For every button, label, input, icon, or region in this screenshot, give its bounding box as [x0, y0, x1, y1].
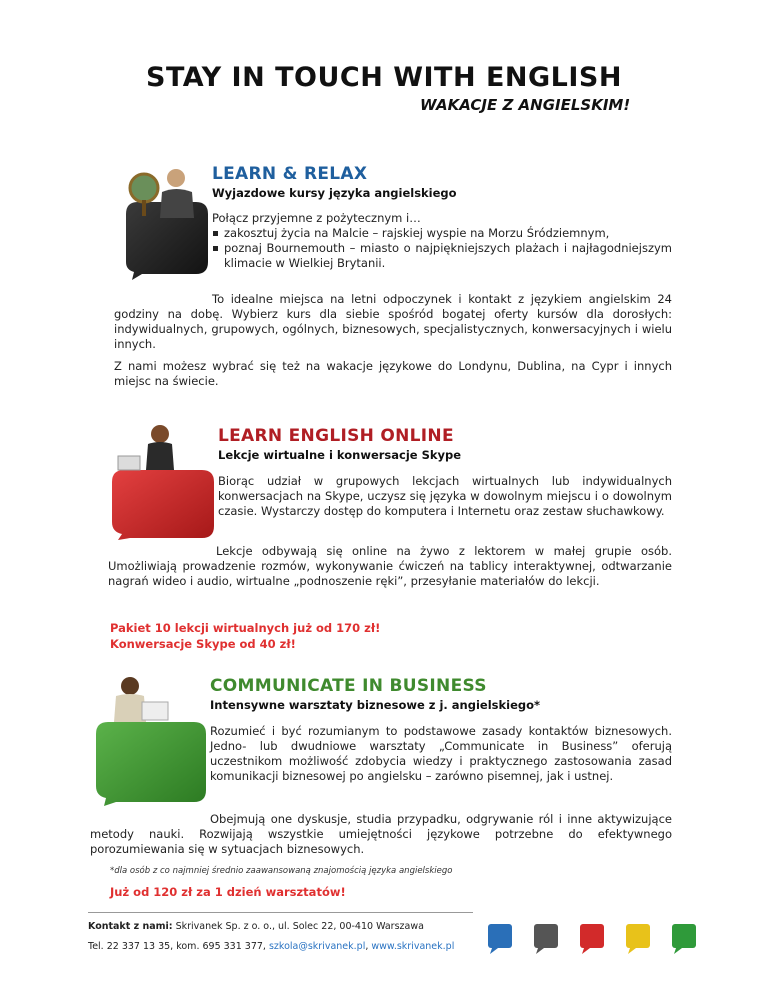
business-promo: Już od 120 zł za 1 dzień warsztatów!: [110, 885, 346, 899]
page-subtitle: WAKACJE Z ANGIELSKIM!: [420, 96, 631, 114]
learn-online-heading: LEARN ENGLISH ONLINE: [218, 426, 454, 446]
green-square: [672, 924, 696, 954]
online-promo-package: Pakiet 10 lekcji wirtualnych już od 170 zł!: [110, 621, 381, 635]
footer-contact: [88, 920, 508, 934]
green-speech-bubble-shape: [96, 722, 206, 806]
learn-online-subheading: Lekcje wirtualne i konwersacje Skype: [218, 448, 462, 462]
list-item: poznaj Bournemouth – miasto o najpiękniejszych plażach i najłagodniejszym klimacie w Wielkiej Brytanii.: [212, 241, 672, 271]
website-link[interactable]: www.skrivanek.pl: [371, 941, 455, 952]
learn-online-paragraph-2: Lekcje odbywają się online na żywo z lektorem w małej grupie osób. Umożliwiają prowadzenie rozmów, wykonywanie ćwiczeń na tablicy interaktywnej, odtwarzanie nagrań wideo i audio, wirtualne „podnoszenie ręki”, przesyłanie materiałów do lekcji.: [108, 544, 672, 588]
blue-square: [488, 924, 512, 954]
business-paragraph-2: Obejmują one dyskusje, studia przypadku, odgrywanie ról i inne aktywizujące metody nauki. Rozwijają wszystkie umiejętności językowe potrzebne do efektywnego porozumiewania się w sytuacjach biznesowych.: [90, 812, 672, 856]
person-head: [121, 677, 139, 695]
learn-relax-paragraph-1: To idealne miejsca na letni odpoczynek i kontakt z językiem angielskim 24 godziny na dobę. Wybierz kurs dla siebie spośród bogatej oferty kursów dla dorosłych: indywidualnych, grupowych, ogólnych, biznesowych, specjalistycznych, konwersacyjnych i wielu innych.: [114, 292, 672, 351]
contact-label: Kontakt z nami:: [88, 921, 173, 932]
learn-relax-bullet-list: [212, 226, 672, 271]
learn-relax-intro: Połącz przyjemne z pożytecznym i…: [212, 211, 421, 225]
skype-promo: Konwersacje Skype od 40 zł!: [110, 637, 296, 651]
learn-relax-illustration: [122, 162, 212, 282]
laptop-icon: [142, 702, 168, 720]
contact-phone: Tel. 22 337 13 35, kom. 695 331 377,: [88, 941, 269, 952]
red-speech-bubble-shape: [112, 470, 214, 540]
list-item: zakosztuj życia na Malcie – rajskiej wyspie na Morzu Śródziemnym,: [212, 226, 672, 241]
yellow-square: [626, 924, 650, 954]
globe-icon: [130, 174, 158, 202]
footer-divider: [88, 912, 473, 913]
color-squares: [488, 924, 698, 960]
laptop-icon: [118, 456, 140, 470]
learn-relax-heading: LEARN & RELAX: [212, 164, 368, 184]
page-title: STAY IN TOUCH WITH ENGLISH: [146, 62, 622, 93]
business-illustration: [92, 672, 210, 808]
gray-square: [534, 924, 558, 954]
email-link[interactable]: szkola@skrivanek.pl: [268, 941, 366, 952]
business-heading: COMMUNICATE IN BUSINESS: [210, 676, 487, 696]
person-head: [167, 169, 185, 187]
business-subheading: Intensywne warsztaty biznesowe z j. angielskiego*: [210, 698, 541, 712]
person-head: [151, 425, 169, 443]
business-footnote: *dla osób z co najmniej średnio zaawansowaną znajomością języka angielskiego: [110, 866, 453, 876]
learn-relax-subheading: Wyjazdowe kursy języka angielskiego: [212, 186, 457, 200]
business-paragraph-1: Rozumieć i być rozumianym to podstawowe zasady kontaktów biznesowych. Jedno- lub dwudniowe warsztaty „Communicate in Business” oferują uczestnikom możliwość zdobycia wiedzy i praktycznego zastosowania zasad komunikacji biznesowej po angielsku – zarówno pisemnej, jak i ustnej.: [210, 724, 672, 783]
learn-relax-paragraph-2: Z nami możesz wybrać się też na wakacje językowe do Londynu, Dublina, na Cypr i innych miejsc na świecie.: [114, 359, 672, 388]
red-square: [580, 924, 604, 954]
learn-online-illustration: [108, 418, 218, 540]
learn-online-paragraph-1: Biorąc udział w grupowych lekcjach wirtualnych lub indywidualnych konwersacjach na Skype, uczysz się języka w dowolnym miejscu i o dowolnym czasie. Wystarczy dostęp do komputera i Internetu oraz zestaw słuchawkowy.: [218, 474, 672, 518]
footer-phone-line: Tel. 22 337 13 35, kom. 695 331 377, szkola@skrivanek.pl, www.skrivanek.pl: [88, 941, 455, 952]
contact-address: Skrivanek Sp. z o. o., ul. Solec 22, 00-410 Warszawa: [172, 921, 424, 932]
